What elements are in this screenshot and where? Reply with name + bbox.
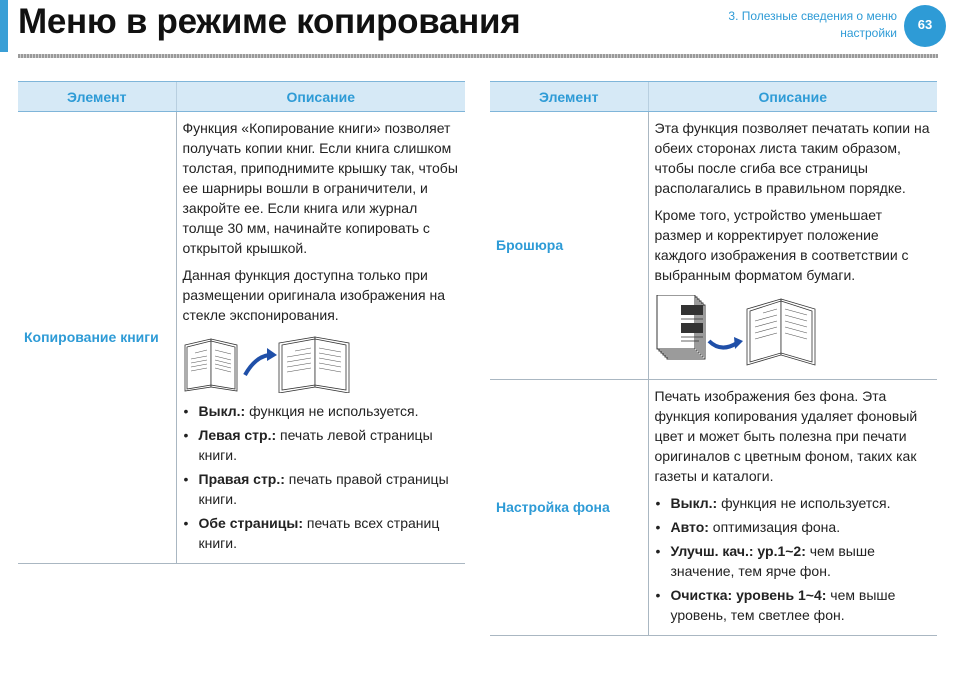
option-text: оптимизация фона. — [708, 519, 841, 535]
setting-description — [176, 112, 465, 564]
section-reference-line1: 3. Полезные сведения о меню — [728, 9, 897, 23]
list-item — [183, 513, 460, 553]
option-term: Выкл.: — [670, 495, 718, 511]
column-header-element: Элемент — [490, 82, 648, 112]
description-paragraph: Функция «Копирование книги» позволяет получать копии книг. Если книга слишком толстая, приподнимите крышку так, чтобы ее шарниры вошли в ограничители, и закройте ее. Если книга или журнал толще 30 мм, начинайте копировать с открытой крышкой. — [182, 120, 458, 256]
option-text: чем выше уровень, тем светлее фон. — [670, 587, 896, 623]
option-text: печать левой страницы книги. — [198, 427, 433, 463]
description-paragraph: Кроме того, устройство уменьшает размер и корректирует положение каждого изображения в соответствии с выбранным форматом бумаги. — [654, 207, 909, 283]
column-header-description: Описание — [648, 82, 937, 112]
column-header-description: Описание — [176, 82, 465, 112]
list-item — [655, 493, 932, 513]
booklet-illustration — [655, 295, 835, 367]
table-header-row — [18, 82, 465, 112]
list-item — [655, 517, 932, 537]
option-term: Очистка: уровень 1~4: — [670, 587, 827, 603]
page-number-badge: 63 — [904, 5, 946, 47]
list-item — [183, 469, 460, 509]
list-item — [183, 401, 460, 421]
setting-description — [648, 112, 937, 380]
setting-description — [648, 380, 937, 636]
option-list — [183, 401, 460, 553]
header-divider — [18, 54, 938, 58]
option-term: Улучш. кач.: ур.1~2: — [670, 543, 806, 559]
left-settings-table — [18, 81, 465, 564]
accent-bar — [0, 0, 8, 52]
option-term: Обе страницы: — [198, 515, 303, 531]
setting-name-book-copy: Копирование книги — [18, 112, 176, 564]
option-term: Авто: — [670, 519, 709, 535]
list-item — [655, 541, 932, 581]
setting-name-background: Настройка фона — [490, 380, 648, 636]
option-text: функция не используется. — [717, 495, 891, 511]
list-item — [183, 425, 460, 465]
option-term: Левая стр.: — [198, 427, 277, 443]
option-text: печать правой страницы книги. — [198, 471, 449, 507]
description-paragraph: Эта функция позволяет печатать копии на обеих сторонах листа таким образом, чтобы после сгиба все страницы располагались в правильном порядке. — [654, 120, 930, 196]
option-text: печать всех страниц книги. — [198, 515, 440, 551]
table-row — [490, 112, 937, 380]
option-text: чем выше значение, тем ярче фон. — [670, 543, 875, 579]
column-header-element: Элемент — [18, 82, 176, 112]
right-settings-table — [490, 81, 937, 636]
option-list — [655, 493, 932, 625]
page-title: Меню в режиме копирования — [18, 2, 521, 41]
table-row — [18, 112, 465, 564]
description-paragraph: Данная функция доступна только при размещении оригинала изображения на стекле экспонирования. — [182, 267, 445, 323]
section-reference[interactable] — [657, 8, 897, 42]
option-term: Правая стр.: — [198, 471, 285, 487]
setting-name-booklet: Брошюра — [490, 112, 648, 380]
option-text: функция не используется. — [245, 403, 419, 419]
list-item — [655, 585, 932, 625]
option-term: Выкл.: — [198, 403, 246, 419]
section-reference-line2: настройки — [840, 26, 897, 40]
book-copy-illustration — [183, 335, 383, 393]
description-paragraph: Печать изображения без фона. Эта функция копирования удаляет фоновый цвет и может быть полезна при печати оригиналов с цветным фоном, таких как газеты и каталоги. — [654, 388, 918, 484]
table-header-row — [490, 82, 937, 112]
table-row — [490, 380, 937, 636]
